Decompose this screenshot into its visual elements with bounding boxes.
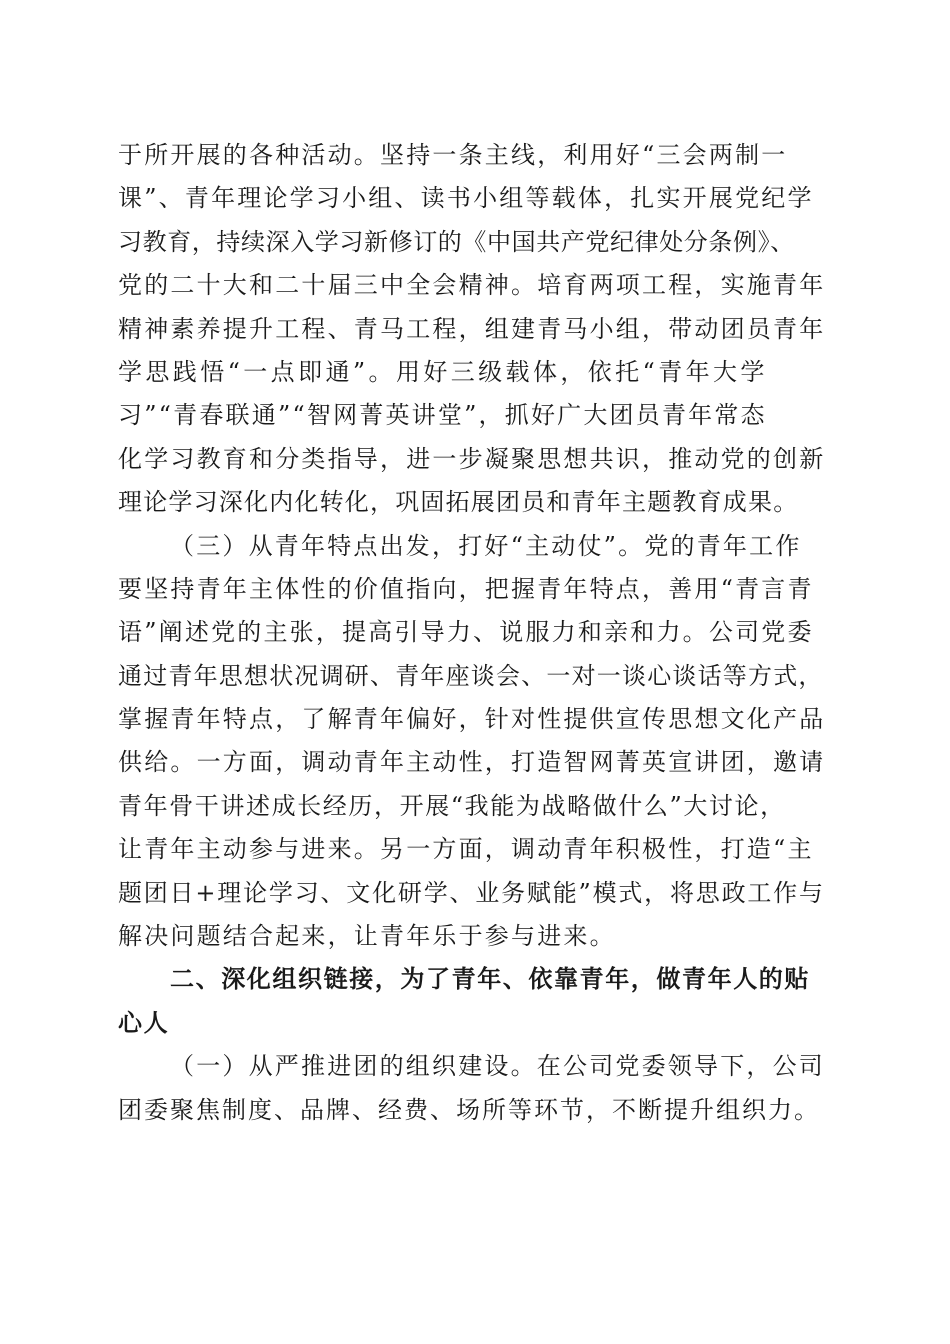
text-line: 精神素养提升工程、青马工程，组建青马小组，带动团员青年 [118, 314, 826, 343]
paragraph-youth-characteristics [118, 525, 830, 959]
text-line: 掌握青年特点，了解青年偏好，针对性提供宣传思想文化产品 [118, 705, 826, 734]
text-line: 团委聚焦制度、品牌、经费、场所等环节，不断提升组织力。 [118, 1095, 820, 1124]
text-line: 语”阐述党的主张，提高引导力、说服力和亲和力。公司党委 [118, 618, 814, 647]
text-line: 让青年主动参与进来。另一方面，调动青年积极性，打造“主 [118, 835, 814, 864]
text-line: 于所开展的各种活动。坚持一条主线，利用好“三会两制一 [118, 141, 788, 169]
section-heading-line: 二、深化组织链接，为了青年、依靠青年，做青年人的贴 [170, 965, 810, 994]
paragraph-organization-building [118, 1045, 830, 1132]
section-heading-line: 心人 [118, 1008, 170, 1037]
paragraph-study-education [118, 134, 830, 525]
text-line: 党的二十大和二十届三中全会精神。培育两项工程，实施青年 [118, 271, 826, 300]
document-body [118, 134, 830, 1132]
text-line: 供给。一方面，调动青年主动性，打造智网菁英宣讲团，邀请 [118, 748, 826, 777]
text-line: 学思践悟“一点即通”。用好三级载体，依托“青年大学 [118, 357, 768, 386]
section-heading-2 [118, 958, 830, 1045]
text-line: （一）从严推进团的组织建设。在公司党委领导下，公司 [170, 1052, 825, 1081]
text-line: 要坚持青年主体性的价值指向，把握青年特点，善用“青言青 [118, 574, 814, 603]
text-line: 课”、青年理论学习小组、读书小组等载体，扎实开展党纪学 [118, 184, 814, 213]
text-line: 通过青年思想状况调研、青年座谈会、一对一谈心谈话等方式， [118, 661, 824, 690]
text-line: 化学习教育和分类指导，进一步凝聚思想共识，推动党的创新 [118, 444, 826, 473]
text-line: 题团日+理论学习、文化研学、业务赋能”模式，将思政工作与 [118, 878, 825, 907]
text-line: 青年骨干讲述成长经历，开展“我能为战略做什么”大讨论， [118, 791, 786, 820]
text-line: （三）从青年特点出发，打好“主动仗”。党的青年工作 [170, 531, 802, 560]
text-line: 习教育，持续深入学习新修订的《中国共产党纪律处分条例》、 [118, 227, 795, 256]
text-line: 习”“青春联通”“智网菁英讲堂”，抓好广大团员青年常态 [118, 401, 767, 430]
text-line: 解决问题结合起来，让青年乐于参与进来。 [118, 922, 616, 951]
text-line: 理论学习深化内化转化，巩固拓展团员和青年主题教育成果。 [118, 488, 799, 517]
